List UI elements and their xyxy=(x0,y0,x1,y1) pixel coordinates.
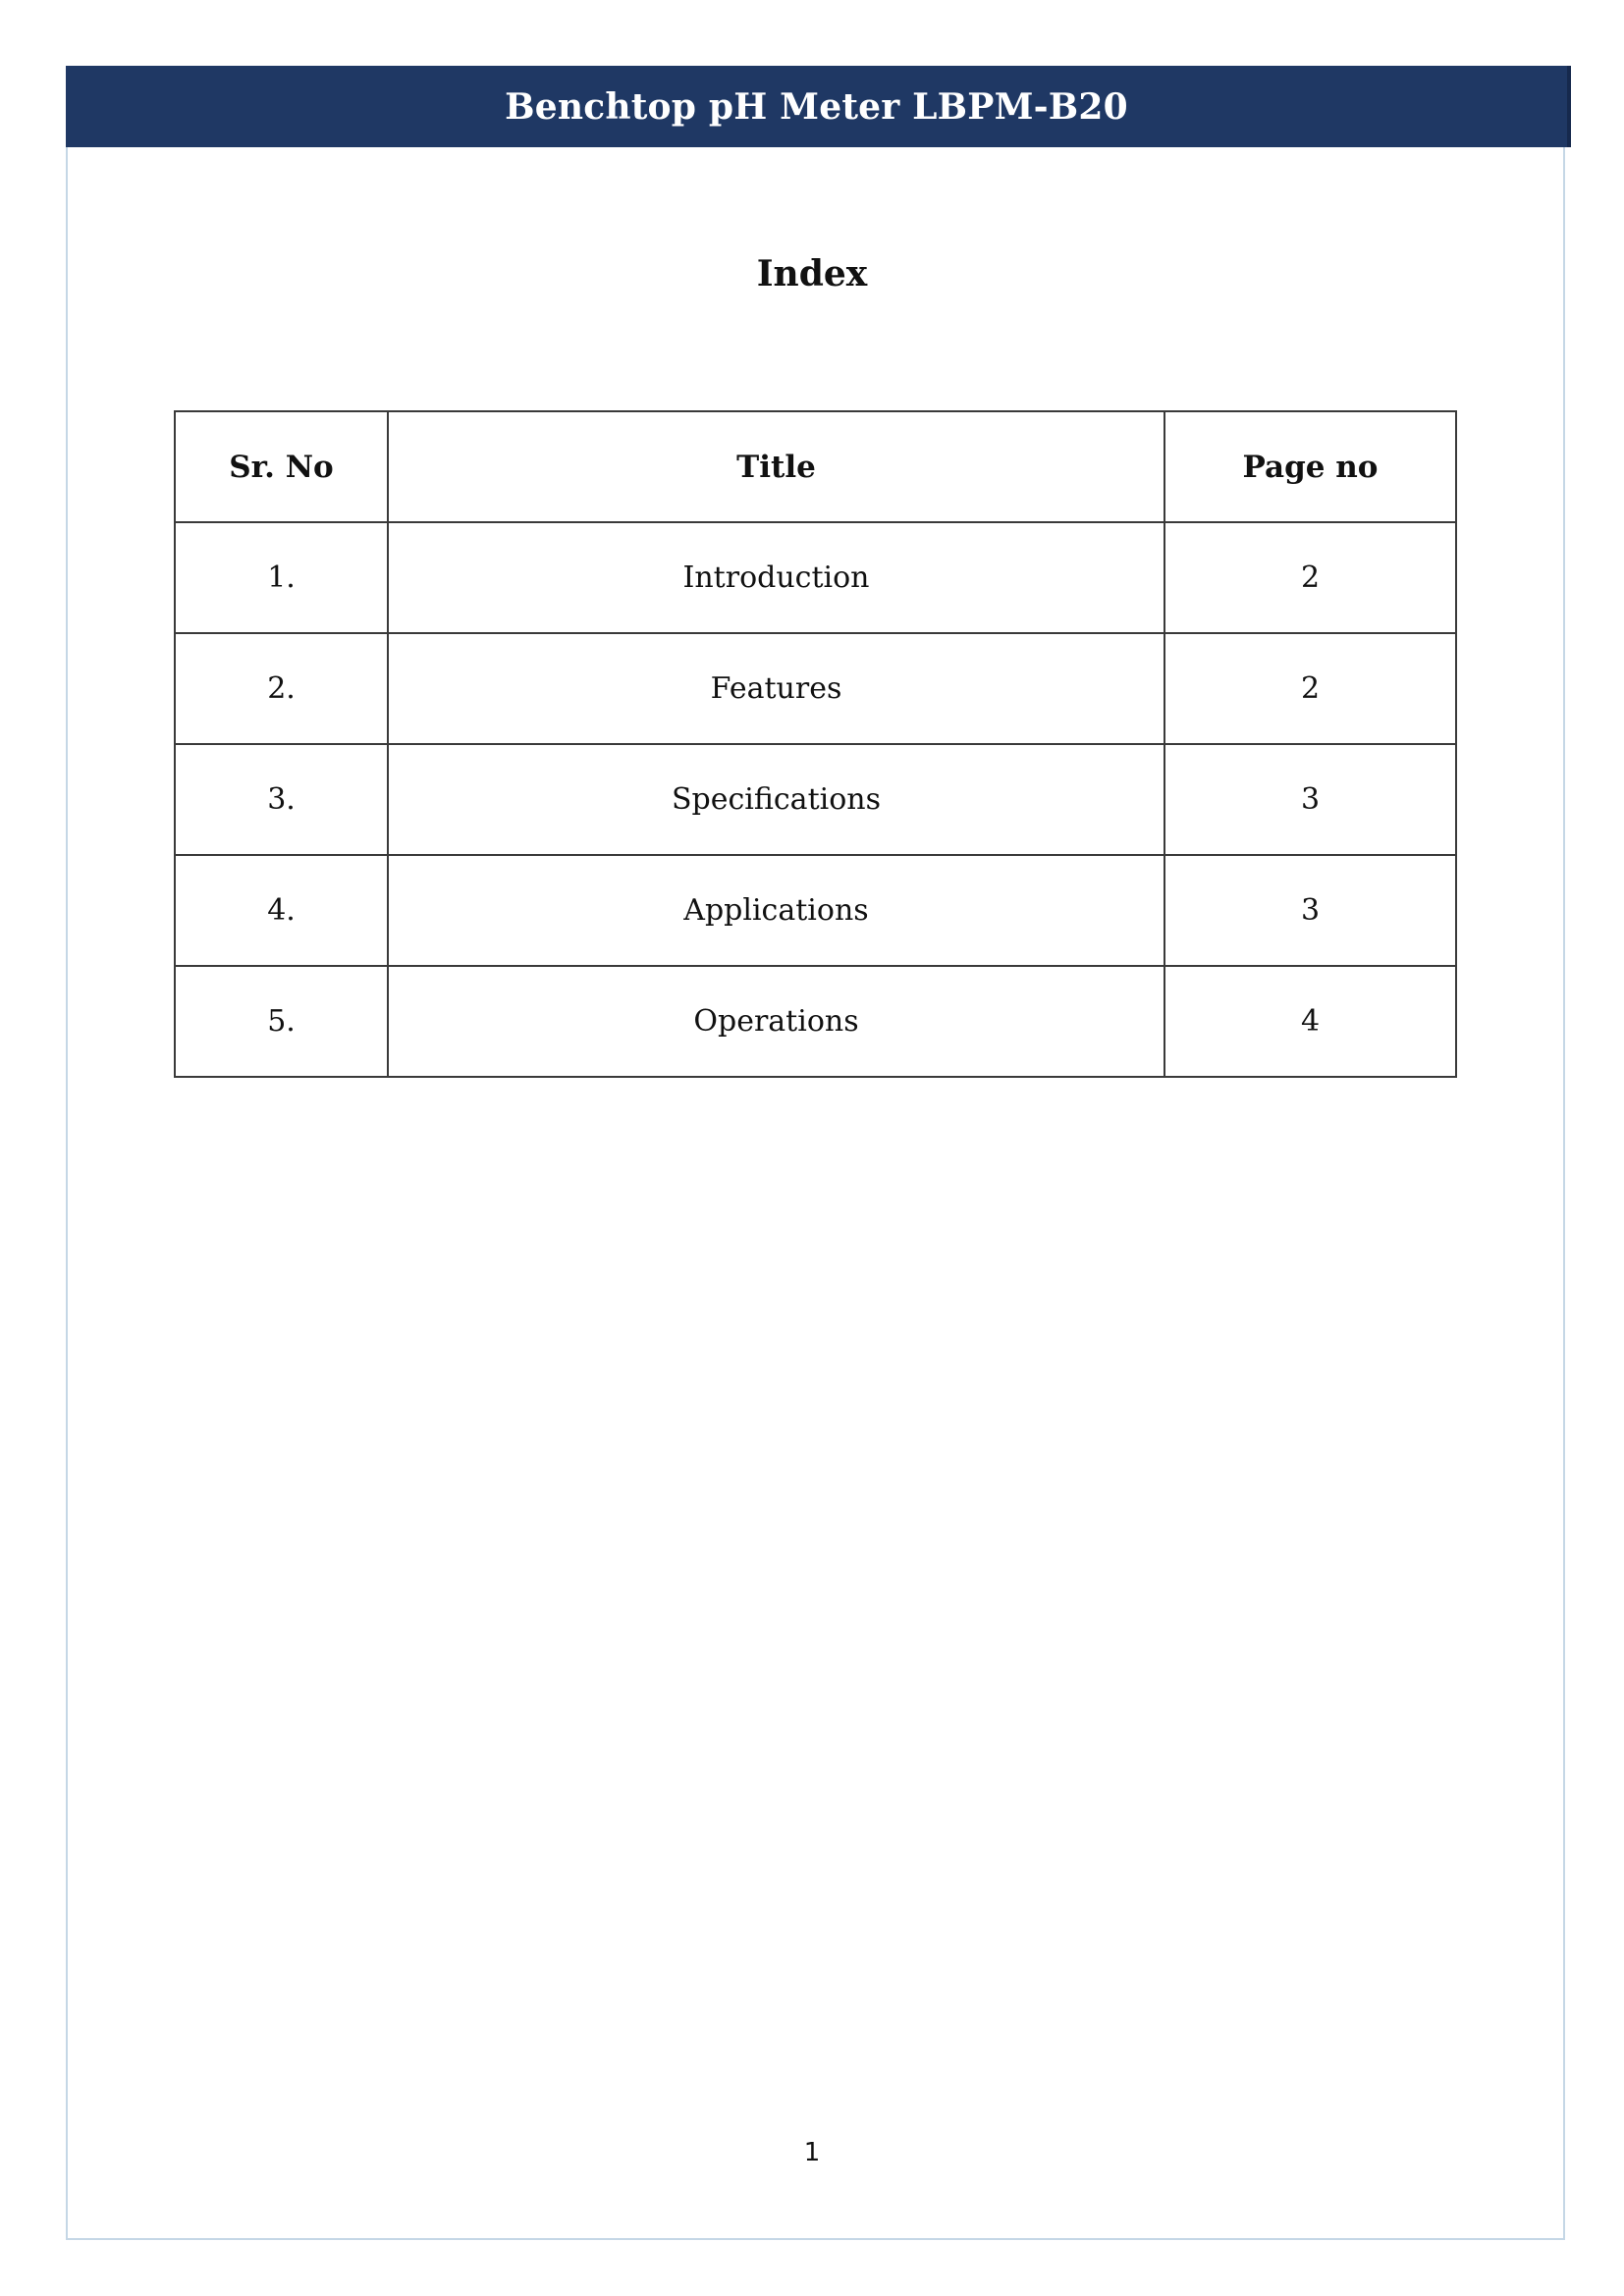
cell-title: Applications xyxy=(388,855,1164,966)
index-table xyxy=(174,410,1457,1078)
cell-page-no: 3 xyxy=(1164,855,1456,966)
cell-title: Operations xyxy=(388,966,1164,1077)
cell-page-no: 2 xyxy=(1164,522,1456,633)
table-row xyxy=(175,744,1456,855)
page-border-frame xyxy=(66,66,1565,2240)
column-header-page-no: Page no xyxy=(1164,411,1456,522)
column-header-title: Title xyxy=(388,411,1164,522)
cell-page-no: 4 xyxy=(1164,966,1456,1077)
cell-page-no: 2 xyxy=(1164,633,1456,744)
table-row xyxy=(175,966,1456,1077)
index-heading: Index xyxy=(756,253,868,294)
cell-title: Features xyxy=(388,633,1164,744)
cell-sr-no: 3. xyxy=(175,744,388,855)
table-row xyxy=(175,522,1456,633)
document-header-bar xyxy=(66,66,1571,147)
cell-sr-no: 5. xyxy=(175,966,388,1077)
table-row xyxy=(175,633,1456,744)
cell-sr-no: 1. xyxy=(175,522,388,633)
column-header-sr-no: Sr. No xyxy=(175,411,388,522)
table-header-row xyxy=(175,411,1456,522)
cell-sr-no: 2. xyxy=(175,633,388,744)
cell-sr-no: 4. xyxy=(175,855,388,966)
table-row xyxy=(175,855,1456,966)
page-number: 1 xyxy=(803,2138,821,2167)
cell-title: Specifications xyxy=(388,744,1164,855)
cell-title: Introduction xyxy=(388,522,1164,633)
cell-page-no: 3 xyxy=(1164,744,1456,855)
document-title: Benchtop pH Meter LBPM-B20 xyxy=(505,85,1128,128)
